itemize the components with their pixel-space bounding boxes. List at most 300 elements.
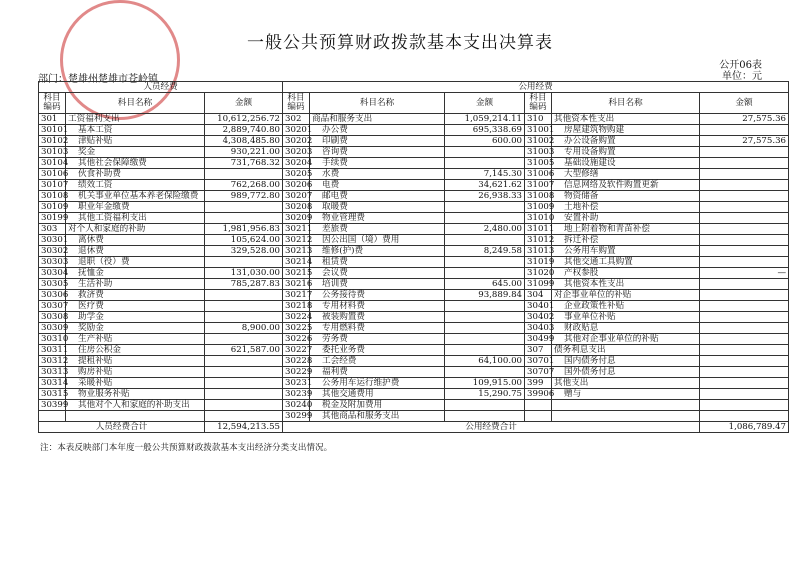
code-cell: 307 (525, 345, 552, 356)
amount-cell: 64,100.00 (445, 356, 525, 367)
name-cell: 事业单位补贴 (552, 312, 700, 323)
name-cell: 退职（役）费 (66, 257, 205, 268)
amount-cell (700, 224, 789, 235)
amount-cell: 930,221.00 (205, 147, 283, 158)
code-cell: 30305 (39, 279, 66, 290)
name-cell: 大型修缮 (552, 169, 700, 180)
name-cell: 委托业务费 (310, 345, 445, 356)
name-cell: 退休费 (66, 246, 205, 257)
amount-cell (700, 389, 789, 400)
amount-cell (445, 334, 525, 345)
amount-cell: 8,249.58 (445, 246, 525, 257)
name-cell: 印刷费 (310, 136, 445, 147)
code-cell: 31019 (525, 257, 552, 268)
name-cell: 救济费 (66, 290, 205, 301)
amount-cell (700, 180, 789, 191)
amount-cell (445, 147, 525, 158)
code-cell: 30211 (283, 224, 310, 235)
name-cell: 绩效工资 (66, 180, 205, 191)
name-cell: 国外债务付息 (552, 367, 700, 378)
amount-cell (700, 290, 789, 301)
name-cell: 电费 (310, 180, 445, 191)
table-row (39, 213, 789, 224)
amount-cell (205, 257, 283, 268)
table-row (39, 191, 789, 202)
code-cell: 30401 (525, 301, 552, 312)
amount-cell (445, 213, 525, 224)
name-cell: 维修(护)费 (310, 246, 445, 257)
code-cell: 31020 (525, 268, 552, 279)
amount-cell: 731,768.32 (205, 158, 283, 169)
name-cell: 其他对企事业单位的补贴 (552, 334, 700, 345)
name-cell: 手续费 (310, 158, 445, 169)
amount-cell (205, 378, 283, 389)
code-cell (525, 400, 552, 411)
name-cell: 培训费 (310, 279, 445, 290)
code-cell: 30312 (39, 356, 66, 367)
code-cell: 30212 (283, 235, 310, 246)
name-cell: 专用设备购置 (552, 147, 700, 158)
amount-cell: 762,268.00 (205, 180, 283, 191)
name-cell: 其他商品和服务支出 (310, 411, 445, 422)
name-cell: 其他社会保障缴费 (66, 158, 205, 169)
name-cell: 差旅费 (310, 224, 445, 235)
amount-cell (205, 301, 283, 312)
name-cell: 商品和服务支出 (310, 114, 445, 125)
amount-cell (445, 411, 525, 422)
name-cell: 奖励金 (66, 323, 205, 334)
code-cell: 30205 (283, 169, 310, 180)
name-cell: 产权参股 (552, 268, 700, 279)
code-cell: 31007 (525, 180, 552, 191)
amount-cell (700, 213, 789, 224)
amount-cell: 695,338.69 (445, 125, 525, 136)
code-cell: 30302 (39, 246, 66, 257)
table-row (39, 279, 789, 290)
table-row (39, 389, 789, 400)
code-cell: 31009 (525, 202, 552, 213)
name-cell: 劳务费 (310, 334, 445, 345)
col-name: 科目名称 (66, 93, 205, 114)
table-row (39, 312, 789, 323)
table-row (39, 378, 789, 389)
name-cell: 对个人和家庭的补助 (66, 224, 205, 235)
amount-cell: 10,612,256.72 (205, 114, 283, 125)
table-row (39, 180, 789, 191)
name-cell: 办公设备购置 (552, 136, 700, 147)
amount-cell (700, 246, 789, 257)
amount-cell (205, 169, 283, 180)
code-cell: 310 (525, 114, 552, 125)
col-name: 科目名称 (552, 93, 700, 114)
name-cell: 专用材料费 (310, 301, 445, 312)
amount-cell (445, 400, 525, 411)
name-cell: 租赁费 (310, 257, 445, 268)
code-cell: 30104 (39, 158, 66, 169)
code-cell: 30301 (39, 235, 66, 246)
amount-cell (205, 411, 283, 422)
name-cell (552, 411, 700, 422)
code-cell: 30216 (283, 279, 310, 290)
code-cell: 30203 (283, 147, 310, 158)
amount-cell (445, 235, 525, 246)
name-cell: 专用燃料费 (310, 323, 445, 334)
amount-cell (700, 378, 789, 389)
table-row (39, 136, 789, 147)
code-cell: 30218 (283, 301, 310, 312)
amount-cell (445, 312, 525, 323)
code-cell: 30309 (39, 323, 66, 334)
amount-cell (445, 202, 525, 213)
table-row (39, 169, 789, 180)
name-cell: 物业服务补贴 (66, 389, 205, 400)
amount-cell (700, 257, 789, 268)
name-cell: 物业管理费 (310, 213, 445, 224)
name-cell: 拆迁补偿 (552, 235, 700, 246)
amount-cell (700, 323, 789, 334)
amount-cell: 109,915.00 (445, 378, 525, 389)
code-cell: 31013 (525, 246, 552, 257)
table-row (39, 147, 789, 158)
code-cell: 304 (525, 290, 552, 301)
unit-label: 单位：元 (722, 71, 762, 82)
code-cell: 30217 (283, 290, 310, 301)
expenditure-table (38, 81, 789, 433)
amount-cell (700, 125, 789, 136)
code-cell: 31008 (525, 191, 552, 202)
code-cell: 31099 (525, 279, 552, 290)
name-cell: 取暖费 (310, 202, 445, 213)
name-cell: 工会经费 (310, 356, 445, 367)
name-cell: 离休费 (66, 235, 205, 246)
name-cell: 基本工资 (66, 125, 205, 136)
name-cell: 国内债务付息 (552, 356, 700, 367)
name-cell: 其他资本性支出 (552, 279, 700, 290)
code-cell: 30224 (283, 312, 310, 323)
amount-cell (205, 312, 283, 323)
name-cell: 其他对个人和家庭的补助支出 (66, 400, 205, 411)
code-cell: 30307 (39, 301, 66, 312)
col-amount: 金额 (205, 93, 283, 114)
col-code: 科目编码 (525, 93, 552, 114)
code-cell: 30109 (39, 202, 66, 213)
amount-cell (445, 301, 525, 312)
amount-cell: 645.00 (445, 279, 525, 290)
code-cell: 30707 (525, 367, 552, 378)
name-cell: 工资福利支出 (66, 114, 205, 125)
amount-cell: 26,938.33 (445, 191, 525, 202)
code-cell: 30207 (283, 191, 310, 202)
amount-cell (700, 367, 789, 378)
amount-cell: 15,290.75 (445, 389, 525, 400)
code-cell: 30206 (283, 180, 310, 191)
amount-cell (700, 334, 789, 345)
amount-cell (700, 400, 789, 411)
code-cell: 30201 (283, 125, 310, 136)
name-cell: 助学金 (66, 312, 205, 323)
personnel-total-value: 12,594,213.55 (205, 422, 283, 433)
code-cell: 30102 (39, 136, 66, 147)
code-cell: 399 (525, 378, 552, 389)
code-cell (39, 411, 66, 422)
amount-cell (700, 279, 789, 290)
amount-cell: — (700, 268, 789, 279)
name-cell: 医疗费 (66, 301, 205, 312)
table-row (39, 334, 789, 345)
code-cell: 31001 (525, 125, 552, 136)
name-cell: 因公出国（境）费用 (310, 235, 445, 246)
amount-cell (700, 411, 789, 422)
amount-cell (445, 257, 525, 268)
name-cell: 债务利息支出 (552, 345, 700, 356)
code-cell: 30310 (39, 334, 66, 345)
table-row (39, 114, 789, 125)
amount-cell: 2,889,740.80 (205, 125, 283, 136)
table-row (39, 400, 789, 411)
table-row (39, 301, 789, 312)
name-cell: 物资储备 (552, 191, 700, 202)
amount-cell (445, 268, 525, 279)
code-cell: 30499 (525, 334, 552, 345)
code-cell: 30226 (283, 334, 310, 345)
name-cell: 公务用车购置 (552, 246, 700, 257)
name-cell: 伙食补助费 (66, 169, 205, 180)
code-cell: 30199 (39, 213, 66, 224)
header-row-columns (39, 93, 789, 114)
code-cell: 30399 (39, 400, 66, 411)
code-cell: 31006 (525, 169, 552, 180)
table-row (39, 323, 789, 334)
name-cell: 企业政策性补贴 (552, 301, 700, 312)
code-cell: 30311 (39, 345, 66, 356)
code-cell: 30225 (283, 323, 310, 334)
footnote: 注：本表反映部门本年度一般公共预算财政拨款基本支出经济分类支出情况。 (40, 443, 333, 453)
code-cell: 30101 (39, 125, 66, 136)
name-cell (552, 400, 700, 411)
name-cell: 其他交通工具购置 (552, 257, 700, 268)
code-cell: 30202 (283, 136, 310, 147)
amount-cell (700, 356, 789, 367)
amount-cell (700, 191, 789, 202)
col-amount: 金额 (700, 93, 789, 114)
code-cell: 30103 (39, 147, 66, 158)
code-cell: 31012 (525, 235, 552, 246)
name-cell: 津贴补贴 (66, 136, 205, 147)
table-row (39, 158, 789, 169)
amount-cell: 8,900.00 (205, 323, 283, 334)
amount-cell: 1,059,214.11 (445, 114, 525, 125)
name-cell: 住房公积金 (66, 345, 205, 356)
code-cell: 31002 (525, 136, 552, 147)
code-cell: 31003 (525, 147, 552, 158)
table-row (39, 411, 789, 422)
code-cell: 30228 (283, 356, 310, 367)
code-cell: 30231 (283, 378, 310, 389)
table-row (39, 257, 789, 268)
code-cell: 302 (283, 114, 310, 125)
amount-cell (700, 158, 789, 169)
amount-cell (445, 323, 525, 334)
amount-cell (205, 334, 283, 345)
code-cell (525, 411, 552, 422)
amount-cell: 785,287.83 (205, 279, 283, 290)
table-row (39, 246, 789, 257)
amount-cell: 131,030.00 (205, 268, 283, 279)
personnel-total-label: 人员经费合计 (39, 422, 205, 433)
name-cell: 房屋建筑物购建 (552, 125, 700, 136)
name-cell: 被装购置费 (310, 312, 445, 323)
amount-cell: 27,575.36 (700, 114, 789, 125)
amount-cell: 329,528.00 (205, 246, 283, 257)
code-cell: 30306 (39, 290, 66, 301)
code-cell: 30303 (39, 257, 66, 268)
amount-cell (205, 356, 283, 367)
code-cell: 30209 (283, 213, 310, 224)
amount-cell: 27,575.36 (700, 136, 789, 147)
code-cell: 30304 (39, 268, 66, 279)
name-cell: 职业年金缴费 (66, 202, 205, 213)
code-cell: 30108 (39, 191, 66, 202)
code-cell: 30208 (283, 202, 310, 213)
name-cell: 购房补贴 (66, 367, 205, 378)
table-row (39, 202, 789, 213)
code-cell: 30204 (283, 158, 310, 169)
amount-cell: 4,308,485.80 (205, 136, 283, 147)
name-cell: 其他工资福利支出 (66, 213, 205, 224)
table-row (39, 356, 789, 367)
amount-cell (445, 345, 525, 356)
code-cell: 39906 (525, 389, 552, 400)
code-cell: 30227 (283, 345, 310, 356)
public-total-label: 公用经费合计 (283, 422, 700, 433)
code-cell: 30239 (283, 389, 310, 400)
name-cell: 水费 (310, 169, 445, 180)
public-total-value: 1,086,789.47 (700, 422, 789, 433)
amount-cell (700, 301, 789, 312)
name-cell: 生活补助 (66, 279, 205, 290)
name-cell: 信息网络及软件购置更新 (552, 180, 700, 191)
code-cell: 30403 (525, 323, 552, 334)
code-cell: 30215 (283, 268, 310, 279)
amount-cell (700, 235, 789, 246)
amount-cell: 600.00 (445, 136, 525, 147)
amount-cell (205, 213, 283, 224)
amount-cell (700, 169, 789, 180)
name-cell: 其他资本性支出 (552, 114, 700, 125)
code-cell: 30313 (39, 367, 66, 378)
name-cell: 抚恤金 (66, 268, 205, 279)
table-row (39, 224, 789, 235)
public-header: 公用经费 (283, 82, 789, 93)
name-cell: 对企事业单位的补贴 (552, 290, 700, 301)
name-cell: 提租补贴 (66, 356, 205, 367)
amount-cell (445, 367, 525, 378)
amount-cell: 7,145.30 (445, 169, 525, 180)
col-name: 科目名称 (310, 93, 445, 114)
amount-cell (700, 202, 789, 213)
amount-cell (205, 290, 283, 301)
name-cell: 邮电费 (310, 191, 445, 202)
name-cell: 机关事业单位基本养老保险缴费 (66, 191, 205, 202)
table-row (39, 367, 789, 378)
table-row (39, 235, 789, 246)
code-cell: 30701 (525, 356, 552, 367)
table-row (39, 345, 789, 356)
name-cell: 公务接待费 (310, 290, 445, 301)
code-cell: 30402 (525, 312, 552, 323)
name-cell (66, 411, 205, 422)
amount-cell (700, 312, 789, 323)
name-cell: 奖金 (66, 147, 205, 158)
amount-cell: 989,772.80 (205, 191, 283, 202)
col-code: 科目编码 (39, 93, 66, 114)
name-cell: 采暖补贴 (66, 378, 205, 389)
amount-cell: 2,480.00 (445, 224, 525, 235)
code-cell: 30315 (39, 389, 66, 400)
code-cell: 303 (39, 224, 66, 235)
table-row (39, 125, 789, 136)
code-cell: 30107 (39, 180, 66, 191)
code-cell: 31011 (525, 224, 552, 235)
amount-cell (205, 400, 283, 411)
amount-cell: 621,587.00 (205, 345, 283, 356)
name-cell: 公务用车运行维护费 (310, 378, 445, 389)
code-cell: 30240 (283, 400, 310, 411)
code-cell: 301 (39, 114, 66, 125)
col-amount: 金额 (445, 93, 525, 114)
amount-cell: 34,621.62 (445, 180, 525, 191)
code-cell: 30299 (283, 411, 310, 422)
name-cell: 其他支出 (552, 378, 700, 389)
code-cell: 30106 (39, 169, 66, 180)
table-number: 公开06表 (719, 60, 762, 71)
name-cell: 基础设施建设 (552, 158, 700, 169)
name-cell: 会议费 (310, 268, 445, 279)
code-cell: 30308 (39, 312, 66, 323)
name-cell: 土地补偿 (552, 202, 700, 213)
amount-cell (700, 345, 789, 356)
name-cell: 其他交通费用 (310, 389, 445, 400)
name-cell: 福利费 (310, 367, 445, 378)
page-title: 一般公共预算财政拨款基本支出决算表 (247, 33, 553, 53)
amount-cell (445, 158, 525, 169)
amount-cell (205, 367, 283, 378)
col-code: 科目编码 (283, 93, 310, 114)
name-cell: 税金及附加费用 (310, 400, 445, 411)
code-cell: 30314 (39, 378, 66, 389)
personnel-header: 人员经费 (39, 82, 283, 93)
amount-cell: 1,981,956.83 (205, 224, 283, 235)
name-cell: 赠与 (552, 389, 700, 400)
name-cell: 安置补助 (552, 213, 700, 224)
table-row (39, 268, 789, 279)
name-cell: 地上附着物和青苗补偿 (552, 224, 700, 235)
name-cell: 财政贴息 (552, 323, 700, 334)
code-cell: 30213 (283, 246, 310, 257)
amount-cell: 105,624.00 (205, 235, 283, 246)
totals-row (39, 422, 789, 433)
amount-cell (205, 389, 283, 400)
code-cell: 31010 (525, 213, 552, 224)
amount-cell: 93,889.84 (445, 290, 525, 301)
amount-cell (205, 202, 283, 213)
code-cell: 31005 (525, 158, 552, 169)
amount-cell (700, 147, 789, 158)
table-row (39, 290, 789, 301)
header-row-groups (39, 82, 789, 93)
name-cell: 生产补贴 (66, 334, 205, 345)
code-cell: 30214 (283, 257, 310, 268)
